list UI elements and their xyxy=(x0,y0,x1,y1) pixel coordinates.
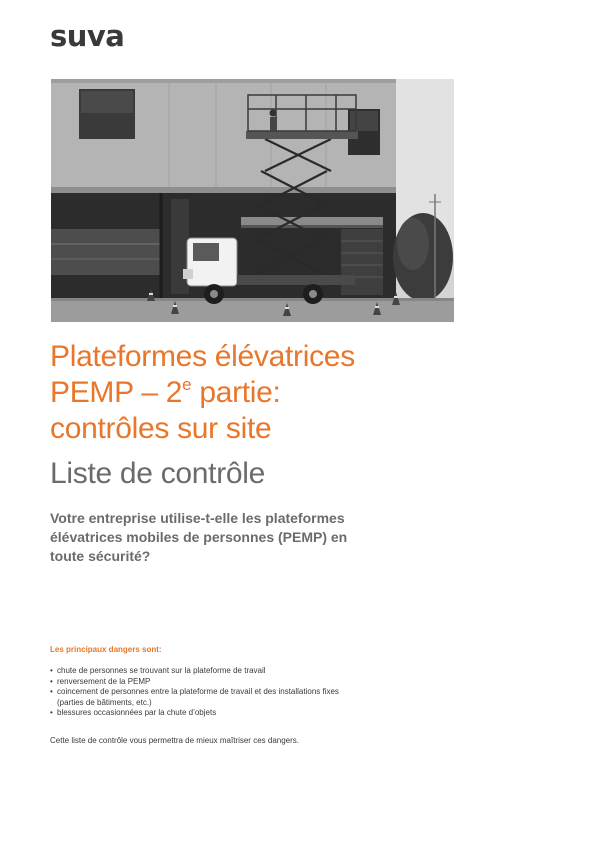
list-item-text: chute de personnes se trouvant sur la plateforme de travail xyxy=(57,666,266,675)
document-title xyxy=(50,339,550,447)
list-item xyxy=(50,666,470,677)
list-item-continuation: (parties de bâtiments, etc.) xyxy=(57,697,152,707)
list-item-text: renversement de la PEMP xyxy=(57,676,151,686)
scissor-lift-photo-icon xyxy=(51,79,454,322)
closing-sentence: Cette liste de contrôle vous permettra de mieux maîtriser ces dangers. xyxy=(50,736,299,745)
bullet-icon: • xyxy=(50,666,53,675)
title-line-2-superscript: e xyxy=(182,375,192,394)
title-line-3: contrôles sur site xyxy=(50,412,272,445)
title-line-2-suffix: partie: xyxy=(191,376,281,409)
cover-photo xyxy=(51,79,454,322)
document-subtitle: Liste de contrôle xyxy=(50,457,266,490)
title-line-1: Plateformes élévatrices xyxy=(50,340,355,373)
bullet-icon: • xyxy=(50,676,53,686)
dangers-heading: Les principaux dangers sont: xyxy=(50,645,162,654)
bullet-icon: • xyxy=(50,687,53,697)
list-item-text: blessures occasionnées par la chute d’objets xyxy=(57,708,217,718)
lead-line-2: élévatrices mobiles de personnes (PEMP) en xyxy=(50,529,348,545)
list-item xyxy=(50,677,470,688)
lead-line-3: toute sécurité? xyxy=(50,548,151,564)
list-item xyxy=(50,708,470,719)
lead-line-1: Votre entreprise utilise-t-elle les plateformes xyxy=(50,510,345,526)
lead-paragraph xyxy=(50,509,410,566)
dangers-list xyxy=(50,666,470,719)
title-line-2-prefix: PEMP – 2 xyxy=(50,376,183,409)
title-line-2 xyxy=(50,375,550,411)
list-item xyxy=(50,687,470,708)
list-item-text: coincement de personnes entre la plateforme de travail et des installations fixes xyxy=(57,687,339,697)
suva-logo: suva xyxy=(50,19,125,53)
bullet-icon: • xyxy=(50,708,53,718)
